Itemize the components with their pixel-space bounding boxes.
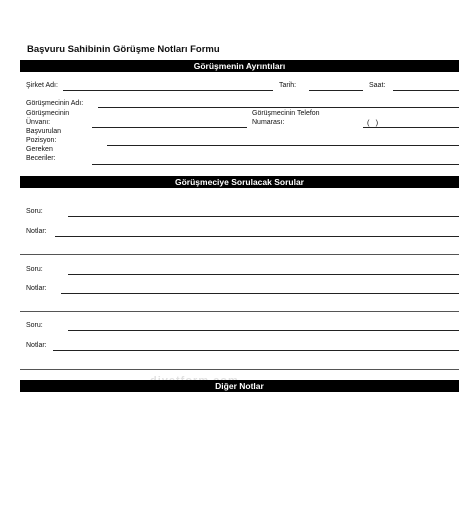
company-label: Şirket Adı: (26, 82, 58, 89)
skills-field[interactable] (92, 164, 459, 165)
question-field[interactable] (68, 330, 459, 331)
interviewer-title-field[interactable] (92, 127, 247, 128)
question-field[interactable] (68, 216, 459, 217)
section-header-questions: Görüşmeciye Sorulacak Sorular (20, 176, 459, 188)
notes-field[interactable] (53, 350, 459, 351)
notes-field[interactable] (55, 236, 459, 237)
question-label: Soru: (26, 322, 43, 329)
position-field[interactable] (107, 145, 459, 146)
time-field[interactable] (393, 90, 459, 91)
skills-label-1: Gereken (26, 146, 53, 153)
date-field[interactable] (309, 90, 363, 91)
notes-label: Notlar: (26, 285, 47, 292)
divider (20, 369, 459, 370)
interviewer-phone-label-2: Numarası: (252, 119, 285, 126)
question-field[interactable] (68, 274, 459, 275)
notes-label: Notlar: (26, 228, 47, 235)
interviewer-phone-field[interactable] (363, 127, 459, 128)
divider (20, 311, 459, 312)
company-field[interactable] (63, 90, 273, 91)
interviewer-title-label-2: Ünvanı: (26, 119, 51, 126)
interviewer-phone-label-1: Görüşmecinin Telefon (252, 110, 320, 117)
time-label: Saat: (369, 82, 386, 89)
position-label-2: Pozisyon: (26, 137, 57, 144)
notes-label: Notlar: (26, 342, 47, 349)
question-label: Soru: (26, 266, 43, 273)
divider (20, 254, 459, 255)
notes-field[interactable] (61, 293, 459, 294)
interviewer-title-label-1: Görüşmecinin (26, 110, 70, 117)
position-label-1: Başvurulan (26, 128, 62, 135)
phone-area-code: ( ) (367, 118, 381, 127)
question-label: Soru: (26, 208, 43, 215)
interviewer-name-field[interactable] (98, 107, 459, 108)
section-header-details: Görüşmenin Ayrıntıları (20, 60, 459, 72)
interviewer-name-label: Görüşmecinin Adı: (26, 100, 84, 107)
skills-label-2: Beceriler: (26, 155, 56, 162)
form-title: Başvuru Sahibinin Görüşme Notları Formu (27, 44, 220, 55)
section-header-other-notes: Diğer Notlar (20, 380, 459, 392)
date-label: Tarih: (279, 82, 297, 89)
